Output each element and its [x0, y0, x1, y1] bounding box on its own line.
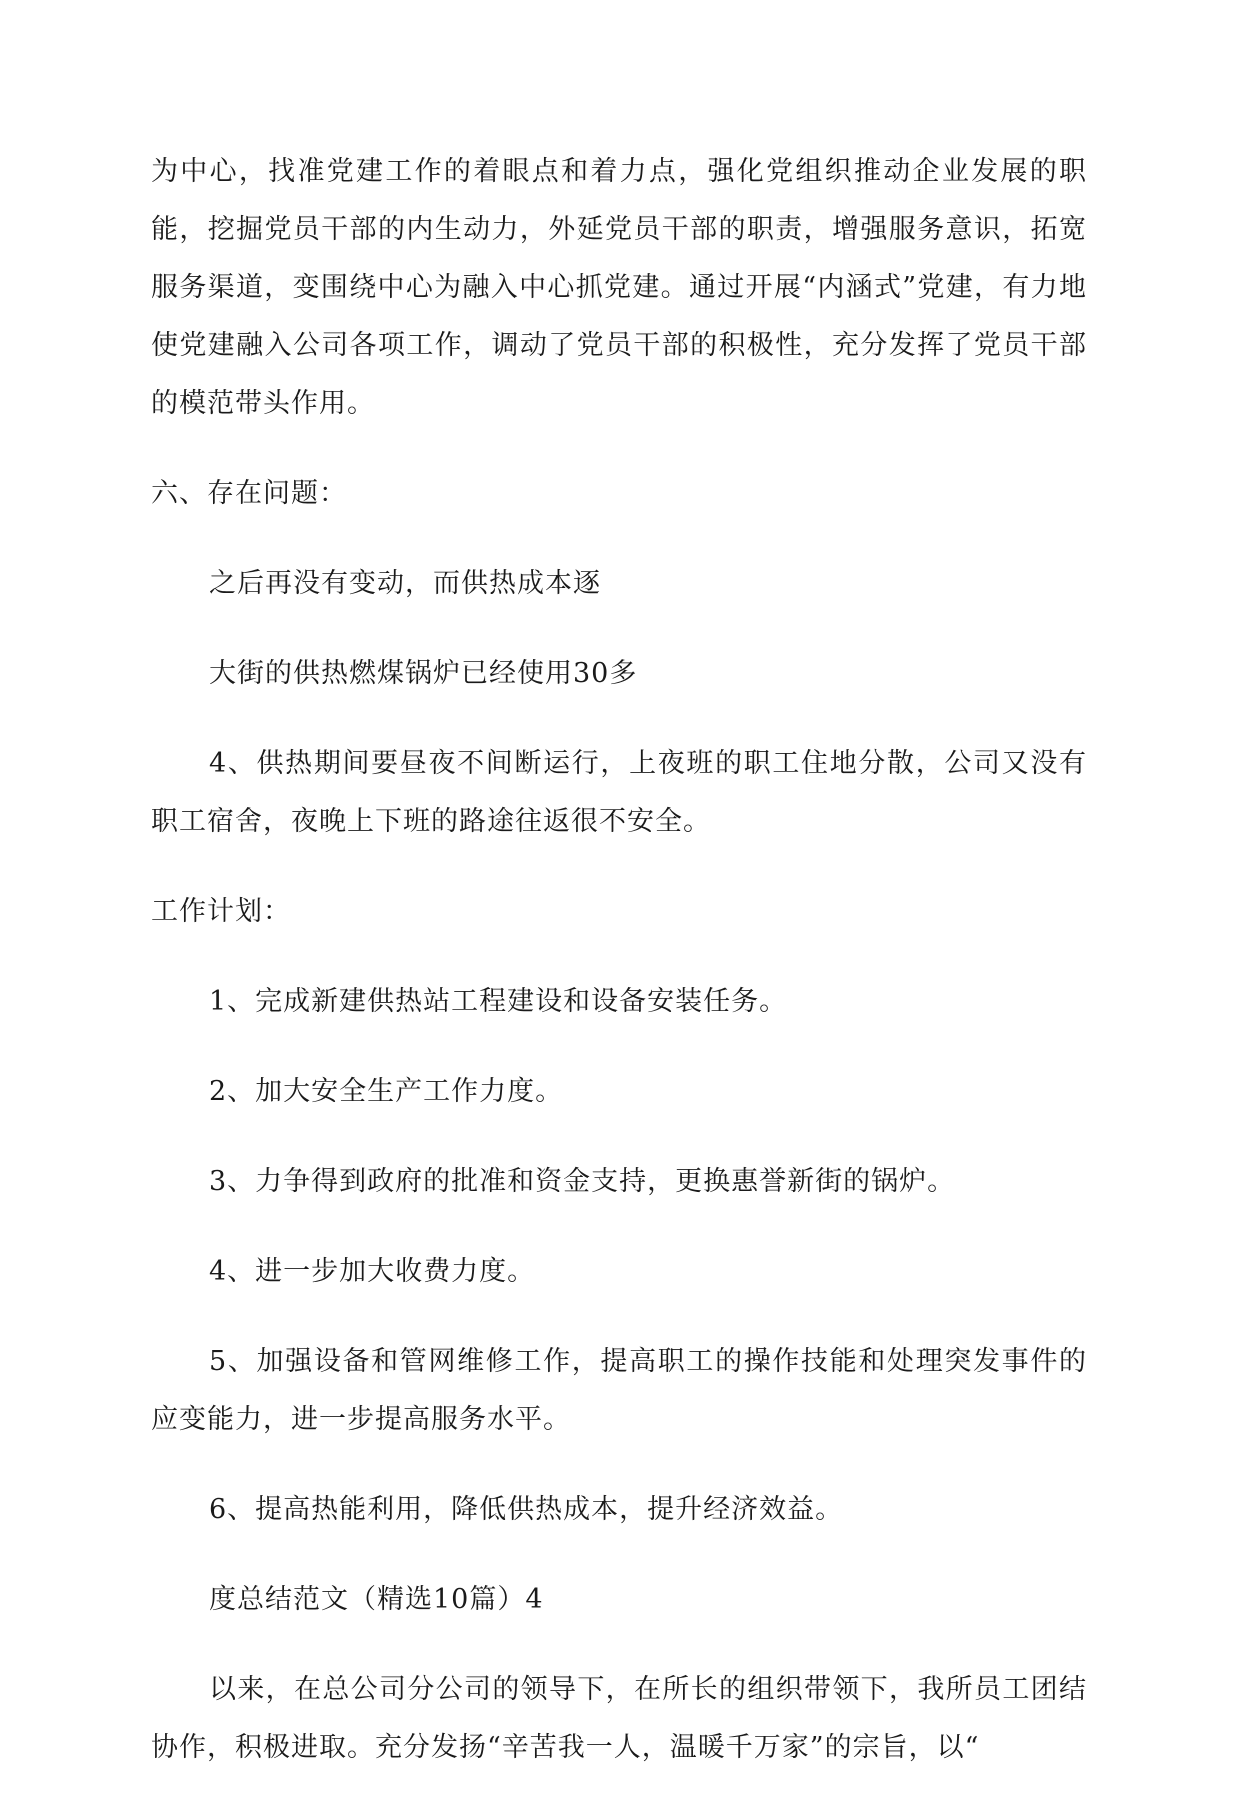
list-item: 3、力争得到政府的批准和资金支持，更换惠誉新街的锅炉。	[209, 1166, 956, 1197]
paragraph: 4、供热期间要昼夜不间断运行，上夜班的职工住地分散，公司又没有职工宿舍，夜晚上下班的路途往返很不安全。	[151, 748, 1087, 837]
paragraph: 以来，在总公司分公司的领导下，在所长的组织带领下，我所员工团结协作，积极进取。充分发扬“辛苦我一人，温暖千万家”的宗旨，以“	[151, 1674, 1087, 1763]
paragraph: 大街的供热燃煤锅炉已经使用30多	[209, 658, 638, 689]
document-body	[151, 143, 1087, 1809]
paragraph: 之后再没有变动，而供热成本逐	[209, 568, 601, 599]
list-item: 4、进一步加大收费力度。	[209, 1256, 536, 1287]
paragraph: 为中心，找准党建工作的着眼点和着力点，强化党组织推动企业发展的职能，挖掘党员干部的内生动力，外延党员干部的职责，增强服务意识，拓宽服务渠道，变围绕中心为融入中心抓党建。通过开展“内涵式”党建，有力地使党建融入公司各项工作，调动了党员干部的积极性，充分发挥了党员干部的模范带头作用。	[151, 156, 1087, 419]
list-item: 6、提高热能利用，降低供热成本，提升经济效益。	[209, 1494, 844, 1525]
list-item: 1、完成新建供热站工程建设和设备安装任务。	[209, 986, 788, 1017]
list-item: 2、加大安全生产工作力度。	[209, 1076, 564, 1107]
section-heading: 六、存在问题：	[151, 478, 347, 509]
list-item: 5、加强设备和管网维修工作，提高职工的操作技能和处理突发事件的应变能力，进一步提高服务水平。	[151, 1346, 1087, 1435]
section-title: 度总结范文（精选10篇）4	[209, 1584, 544, 1615]
section-heading: 工作计划：	[151, 896, 291, 927]
